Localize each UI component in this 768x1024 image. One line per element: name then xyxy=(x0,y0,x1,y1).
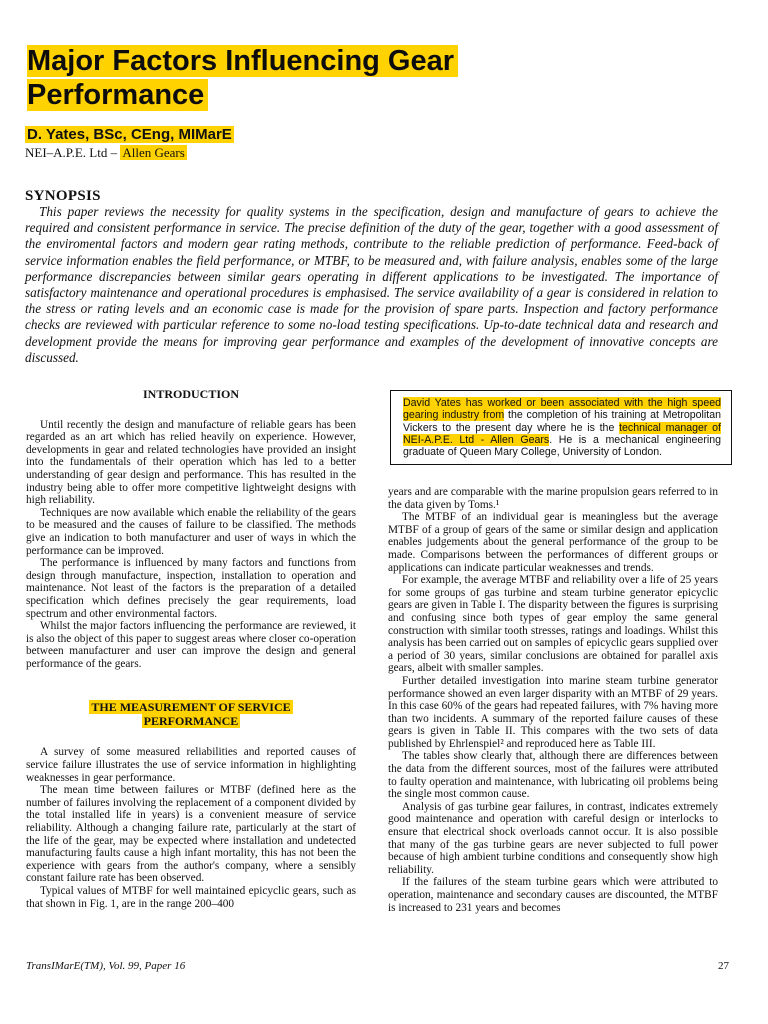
introduction-heading: INTRODUCTION xyxy=(142,387,239,401)
bio-highlight-role: technical manager of NEI-A.P.E. Ltd - Allen Gears xyxy=(403,421,721,446)
bio-highlight: David Yates has worked or been associated with the high speed gearing industry from xyxy=(403,397,721,422)
synopsis-text: This paper reviews the necessity for quality systems in the specification, design and manufacture of gears to achieve the required and consistent performance in service. The precise definition of the duty of the gear, together with a good assessment of the enviromental factors and modern gear rating methods, contribute to the reliable prediction of performance. Feed-back of service information enables the field performance, or MTBF, to be measured and, with failure analysis, enables some of the large performance discrepancies between similar gears operating in different applications to be investigated. The importance of satisfactory maintenance and operational procedures is emphasised. The service availability of a gear is considered in relation to the stress or rating levels and an economic case is made for the provision of spare parts. Inspection and factory performance checks are reviewed with particular reference to some no-load testing specifications. Up-to-date technical data and research and development provide the means for improving gear performance and examples of the development of innovative concepts are discussed. xyxy=(25,204,718,365)
page-number: 27 xyxy=(718,960,729,972)
body-paragraph: Further detailed investigation into marine steam turbine generator performance showed an even larger disparity with an MTBF of 29 years. In this case 60% of the gears had repeated failures, with 7% having more than two incidents. A summary of the reported failure causes of these gears is given in Table II. This compares with the two sets of data published by Ehrlenspiel² and reproduced here as Table III. xyxy=(388,674,719,750)
title-line2: Performance xyxy=(27,79,208,111)
measurement-paragraph: A survey of some measured reliabilities and reported causes of service failure illustrates the use of service information in highlighting weaknesses in gear performance. xyxy=(26,746,356,784)
measurement-paragraph: The mean time between failures or MTBF (defined here as the number of failures involving the replacement of a component divided by the total installed life in years) is a convenient measure of service reliability. Although a changing failure rate, particularly at the start of the life of the gear, may be expected where installation and undetected manufacturing faults cause a high infant mortality, this has not been the experience with gears from the author's company, where a sensibly constant failure rate has been observed. xyxy=(26,784,356,885)
measurement-paragraph: Typical values of MTBF for well maintained epicyclic gears, such as that shown in Fig. 1, are in the range 200–400 xyxy=(26,885,356,910)
right-column xyxy=(388,486,718,914)
body-paragraph: The MTBF of an individual gear is meaningless but the average MTBF of a group of gears of the same or similar design and application enables judgements about the general performance of the group to be made. Comparisons between the performances of different groups or applications can indicate particular weaknesses and trends. xyxy=(388,511,718,574)
bio-text-end: . He is a mechanical engineering graduate of Queen Mary College, University of London. xyxy=(403,433,721,459)
intro-paragraph: Whilst the major factors influencing the performance are reviewed, it is also the object of this paper to suggest areas where closer co-operation between manufacturer and user can improve the design and general performance of the gears. xyxy=(26,620,356,670)
title-line1: Major Factors Influencing Gear xyxy=(27,45,458,77)
intro-paragraph: The performance is influenced by many factors and functions from design through manufacture, inspection, installation to operation and maintenance. Not least of the factors is the preparation of a detailed specification which defines precisely the gear requirements, load spectrum and other environmental factors. xyxy=(26,557,356,620)
measurement-heading: THE MEASUREMENT OF SERVICE PERFORMANCE xyxy=(91,700,291,729)
paper-title xyxy=(27,44,627,112)
journal-citation: TransIMarE(TM), Vol. 99, Paper 16 xyxy=(26,960,186,972)
bio-text: the completion of his training at Metropolitan Vickers to the present day where he is the xyxy=(403,409,721,434)
author-name: D. Yates, BSc, CEng, MIMarE xyxy=(27,126,232,143)
body-paragraph: If the failures of the steam turbine gears which were attributed to operation, maintenance and secondary causes are discounted, the MTBF is increased to 231 years and becomes xyxy=(388,876,718,914)
left-column xyxy=(26,386,356,910)
affiliation-company: NEI–A.P.E. Ltd – xyxy=(25,145,121,160)
synopsis-heading: SYNOPSIS xyxy=(25,188,101,204)
author-affiliation xyxy=(25,145,187,161)
body-paragraph: Analysis of gas turbine gear failures, in contrast, indicates extremely good maintenance and operation with careful design or interlocks to ensure that electrical shock overloads cannot occur. It is also possible that many of the gas turbine gears are never subjected to full power because of high ambient turbine conditions and consequently show high reliability. xyxy=(388,800,718,876)
continuation-paragraph: years and are comparable with the marine propulsion gears referred to in the data given by Toms.¹ xyxy=(388,486,718,511)
body-paragraph: The tables show clearly that, although there are differences between the data from the different sources, most of the failures were attributed to faulty operation and maintenance, with lubricating oil problems being the single most common cause. xyxy=(388,750,718,801)
intro-paragraph: Until recently the design and manufacture of reliable gears has been regarded as an art which has relied heavily on experience. However, developments in gear and related technologies have provided an insight into the fundamentals of their operation which has led to a better understanding of gear design and performance. This has resulted in the industry being able to offer more competitive lightweight designs with high reliability. xyxy=(26,418,356,507)
affiliation-division: Allen Gears xyxy=(122,145,185,160)
intro-paragraph: Techniques are now available which enable the reliability of the gears to be measured and the causes of failure to be classified. The methods give an indication to both manufacturer and user of ways in which the performance can be improved. xyxy=(26,506,356,557)
author-bio-box xyxy=(390,390,732,465)
body-paragraph: For example, the average MTBF and reliability over a life of 25 years for some groups of gas turbine and steam turbine generator epicyclic gears are given in Table I. The disparity between the figures is surprising and confusing since both types of gear employ the same general construction with similar tooth stresses, ratings and loadings. Whilst this analysis has been carried out on samples of epicyclic gears supplied over a period of 30 years, similar conclusions are obtained for parallel axis gears, albeit with smaller samples. xyxy=(388,574,718,675)
